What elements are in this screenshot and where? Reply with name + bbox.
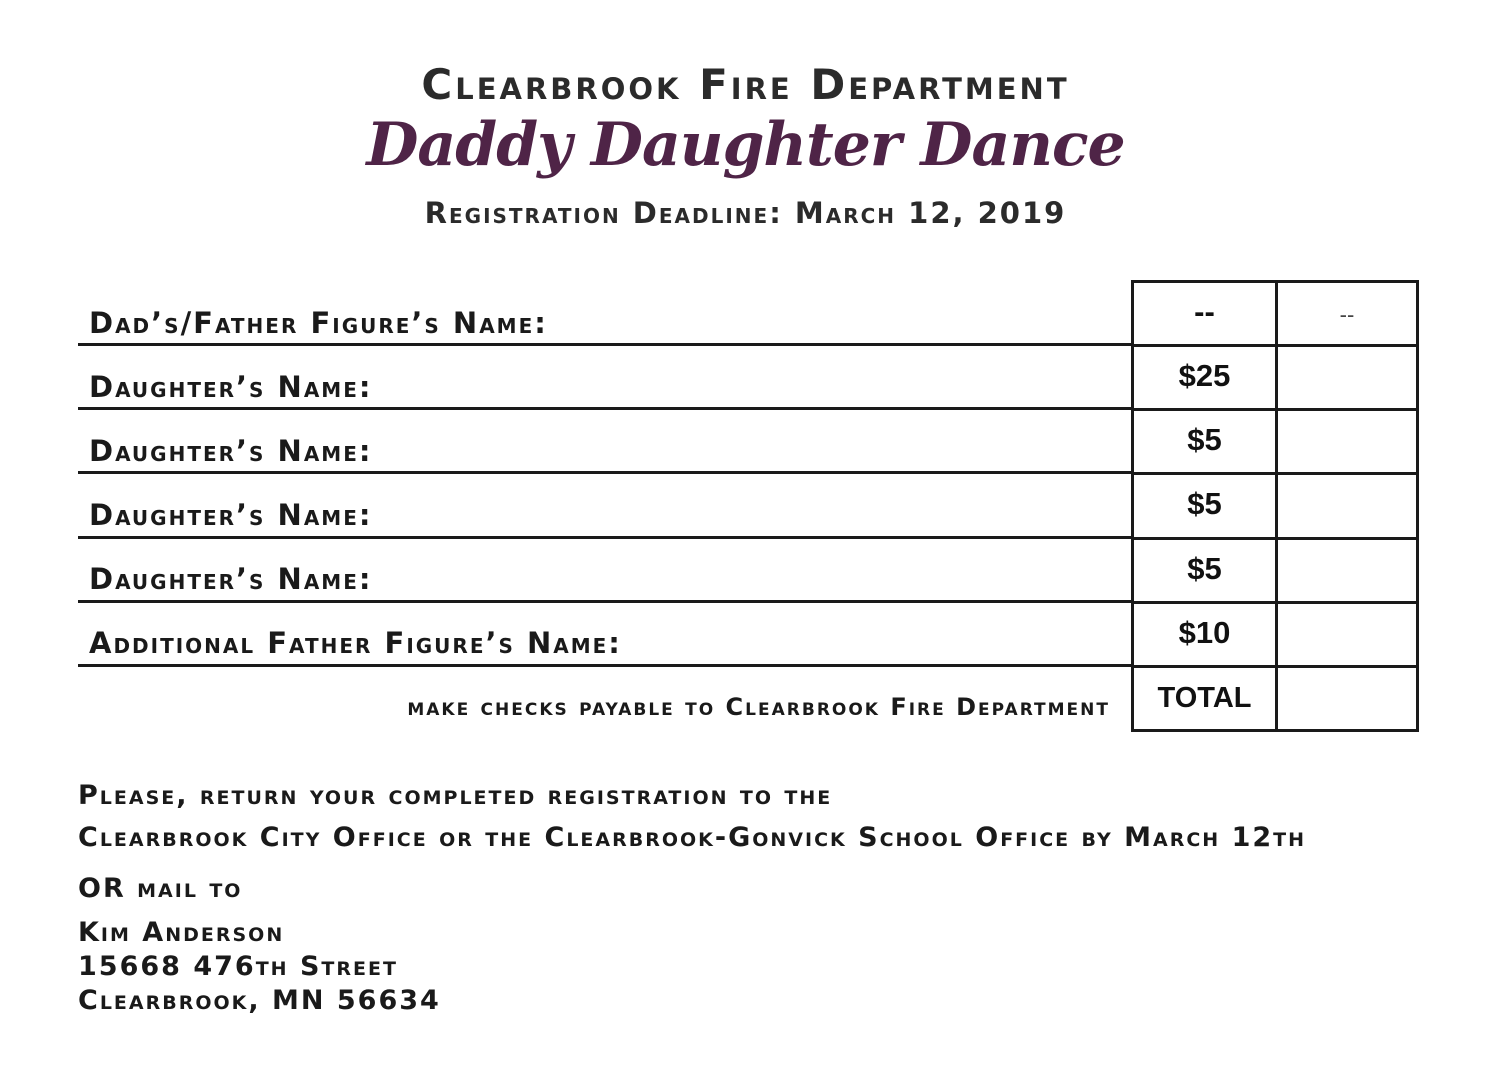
payable-note: make checks payable to Clearbrook Fire Department: [407, 693, 1110, 721]
price-daughter-2: $5: [1187, 422, 1222, 457]
field-label-daughter-name-4: Daughter’s Name:: [89, 562, 373, 596]
address-city: Clearbrook, MN 56634: [78, 985, 441, 1016]
field-line-daughter-name-2[interactable]: [78, 471, 1133, 474]
event-title: Daddy Daughter Dance: [366, 110, 1125, 180]
field-label-daughter-name-3: Daughter’s Name:: [89, 498, 373, 532]
amount-father[interactable]: --: [1339, 302, 1355, 327]
amount-daughter-3[interactable]: [1278, 475, 1416, 539]
amount-daughter-2[interactable]: [1278, 411, 1416, 475]
field-line-additional-father-name[interactable]: [78, 664, 1133, 667]
amount-daughter-4[interactable]: [1278, 540, 1416, 604]
price-table: [1131, 280, 1419, 732]
address-name: Kim Anderson: [78, 917, 285, 948]
return-instructions-line-3: OR mail to: [78, 873, 243, 904]
price-daughter-1: $25: [1178, 358, 1231, 393]
return-instructions-line-2: Clearbrook City Office or the Clearbrook-Gonvick School Office by March 12th: [78, 822, 1307, 853]
field-line-daughter-name-1[interactable]: [78, 407, 1133, 410]
field-label-additional-father-name: Additional Father Figure’s Name:: [89, 626, 622, 660]
amount-daughter-1[interactable]: [1278, 347, 1416, 411]
amount-additional-father[interactable]: [1278, 604, 1416, 668]
field-label-daughter-name-1: Daughter’s Name:: [89, 370, 373, 404]
field-line-daughter-name-4[interactable]: [78, 600, 1133, 603]
organization-title: Clearbrook Fire Department: [421, 60, 1070, 109]
field-line-father-name[interactable]: [78, 343, 1133, 346]
total-amount[interactable]: [1278, 668, 1416, 729]
registration-deadline: Registration Deadline: March 12, 2019: [424, 196, 1067, 230]
field-line-daughter-name-3[interactable]: [78, 536, 1133, 539]
field-label-father-name: Dad’s/Father Figure’s Name:: [89, 306, 548, 340]
price-father: --: [1194, 294, 1215, 329]
field-label-daughter-name-2: Daughter’s Name:: [89, 434, 373, 468]
price-daughter-3: $5: [1187, 486, 1222, 521]
total-label: TOTAL: [1157, 682, 1252, 714]
address-street: 15668 476th Street: [78, 951, 398, 982]
return-instructions-line-1: Please, return your completed registration to the: [78, 780, 833, 811]
price-additional-father: $10: [1178, 615, 1231, 650]
price-daughter-4: $5: [1187, 551, 1222, 586]
